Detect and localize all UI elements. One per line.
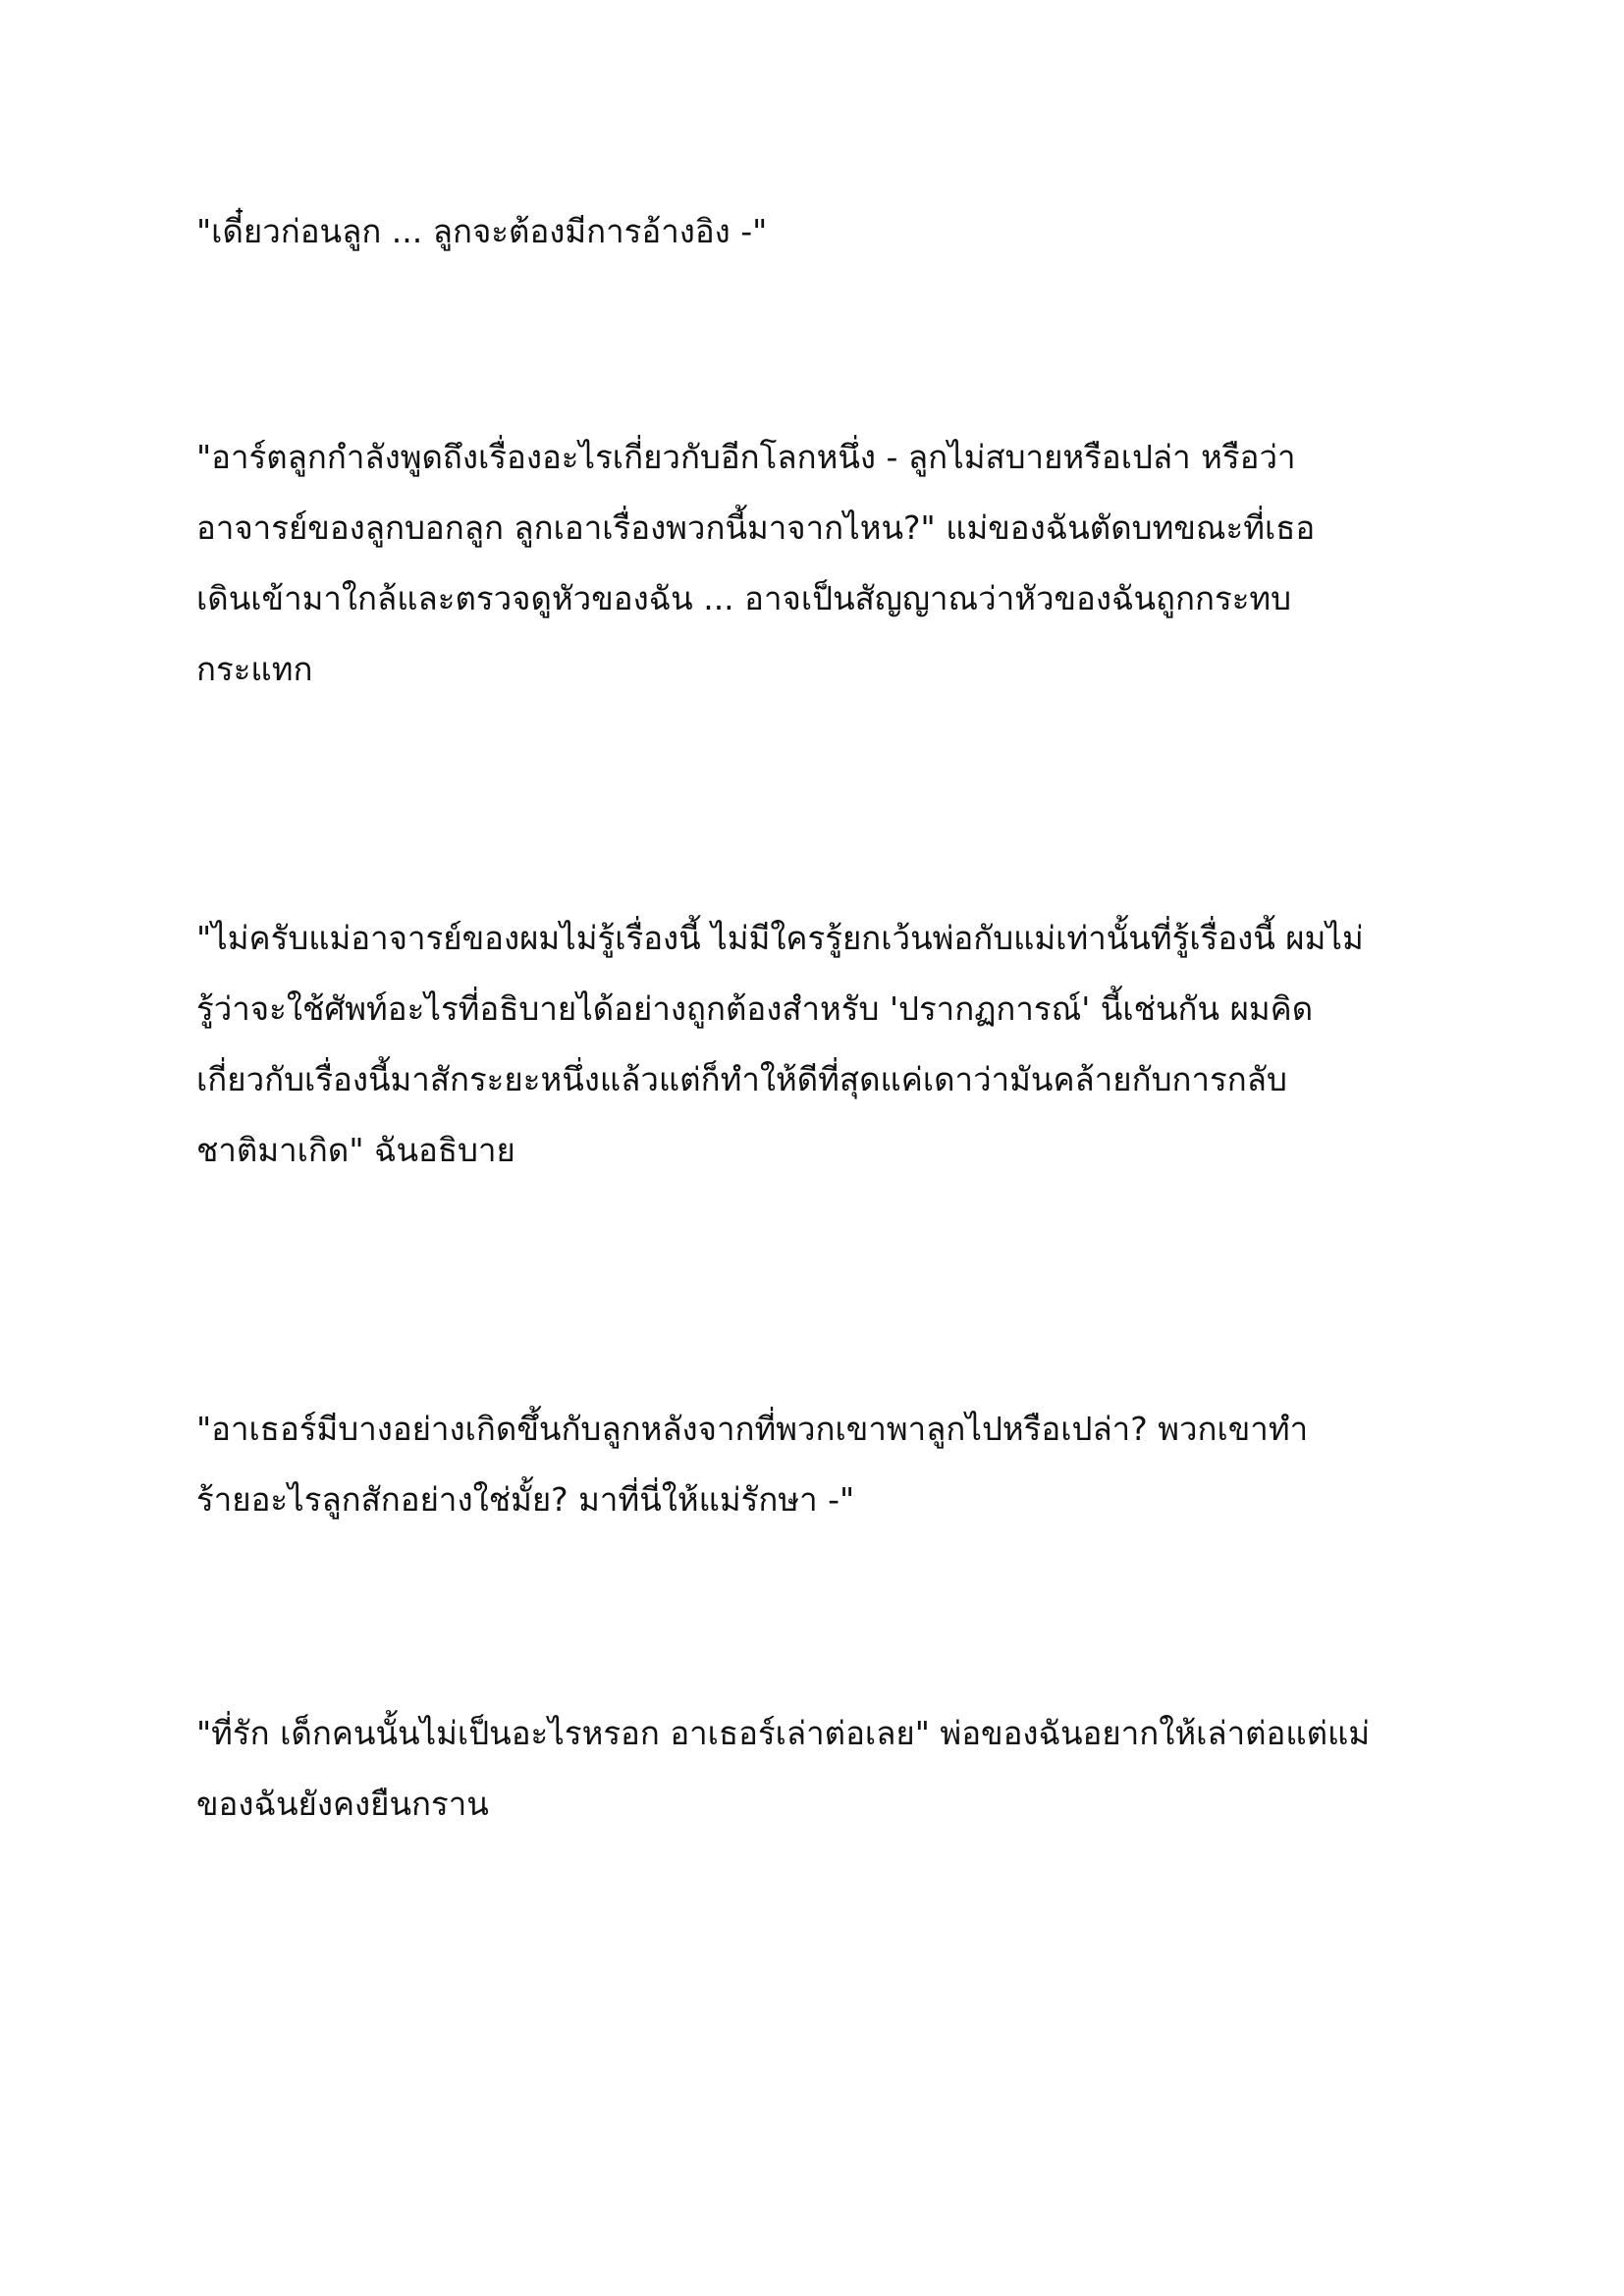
text-line: "อาเธอร์มีบางอย่างเกิดขึ้นกับลูกหลังจากที่พวกเขาพาลูกไปหรือเปล่า? พวกเขาทำ: [196, 1410, 1309, 1448]
text-line: เดินเข้ามาใกล้และตรวจดูหัวของฉัน ... อาจเป็นสัญญาณว่าหัวของฉันถูกกระทบ: [196, 579, 1292, 617]
text-line: "อาร์ตลูกกำลังพูดถึงเรื่องอะไรเกี่ยวกับอีกโลกหนึ่ง - ลูกไม่สบายหรือเปล่า หรือว่า: [196, 438, 1296, 476]
paragraph-3: [196, 903, 1443, 1186]
paragraph-4: [196, 1394, 1443, 1535]
paragraph-1: [196, 196, 1443, 267]
text-line: ของฉันยังคงยืนกราน: [196, 1785, 489, 1823]
text-line: "เดี๋ยวก่อนลูก ... ลูกจะต้องมีการอ้างอิง -": [196, 212, 768, 250]
paragraph-2: [196, 422, 1443, 705]
text-line: ชาติมาเกิด" ฉันอธิบาย: [196, 1131, 515, 1169]
text-line: รู้ว่าจะใช้ศัพท์อะไรที่อธิบายได้อย่างถูกต้องสำหรับ 'ปรากฏการณ์' นี้เช่นกัน ผมคิด: [196, 989, 1314, 1028]
text-line: "ไม่ครับแม่อาจารย์ของผมไม่รู้เรื่องนี้ ไม่มีใครรู้ยกเว้นพ่อกับแม่เท่านั้นที่รู้เรื่องนี้ ผมไม่: [196, 919, 1364, 957]
text-line: "ที่รัก เด็กคนนั้นไม่เป็นอะไรหรอก อาเธอร์เล่าต่อเลย" พ่อของฉันอยากให้เล่าต่อแต่แม่: [196, 1714, 1371, 1752]
text-line: เกี่ยวกับเรื่องนี้มาสักระยะหนึ่งแล้วแต่ก็ทำให้ดีที่สุดแค่เดาว่ามันคล้ายกับการกลับ: [196, 1060, 1287, 1098]
text-line: ร้ายอะไรลูกสักอย่างใช่มั้ย? มาที่นี่ให้แม่รักษา -": [196, 1480, 855, 1519]
text-line: กระแทก: [196, 650, 313, 688]
text-line: อาจารย์ของลูกบอกลูก ลูกเอาเรื่องพวกนี้มาจากไหน?" แม่ของฉันตัดบทขณะที่เธอ: [196, 508, 1316, 547]
paragraph-5: [196, 1698, 1443, 1840]
